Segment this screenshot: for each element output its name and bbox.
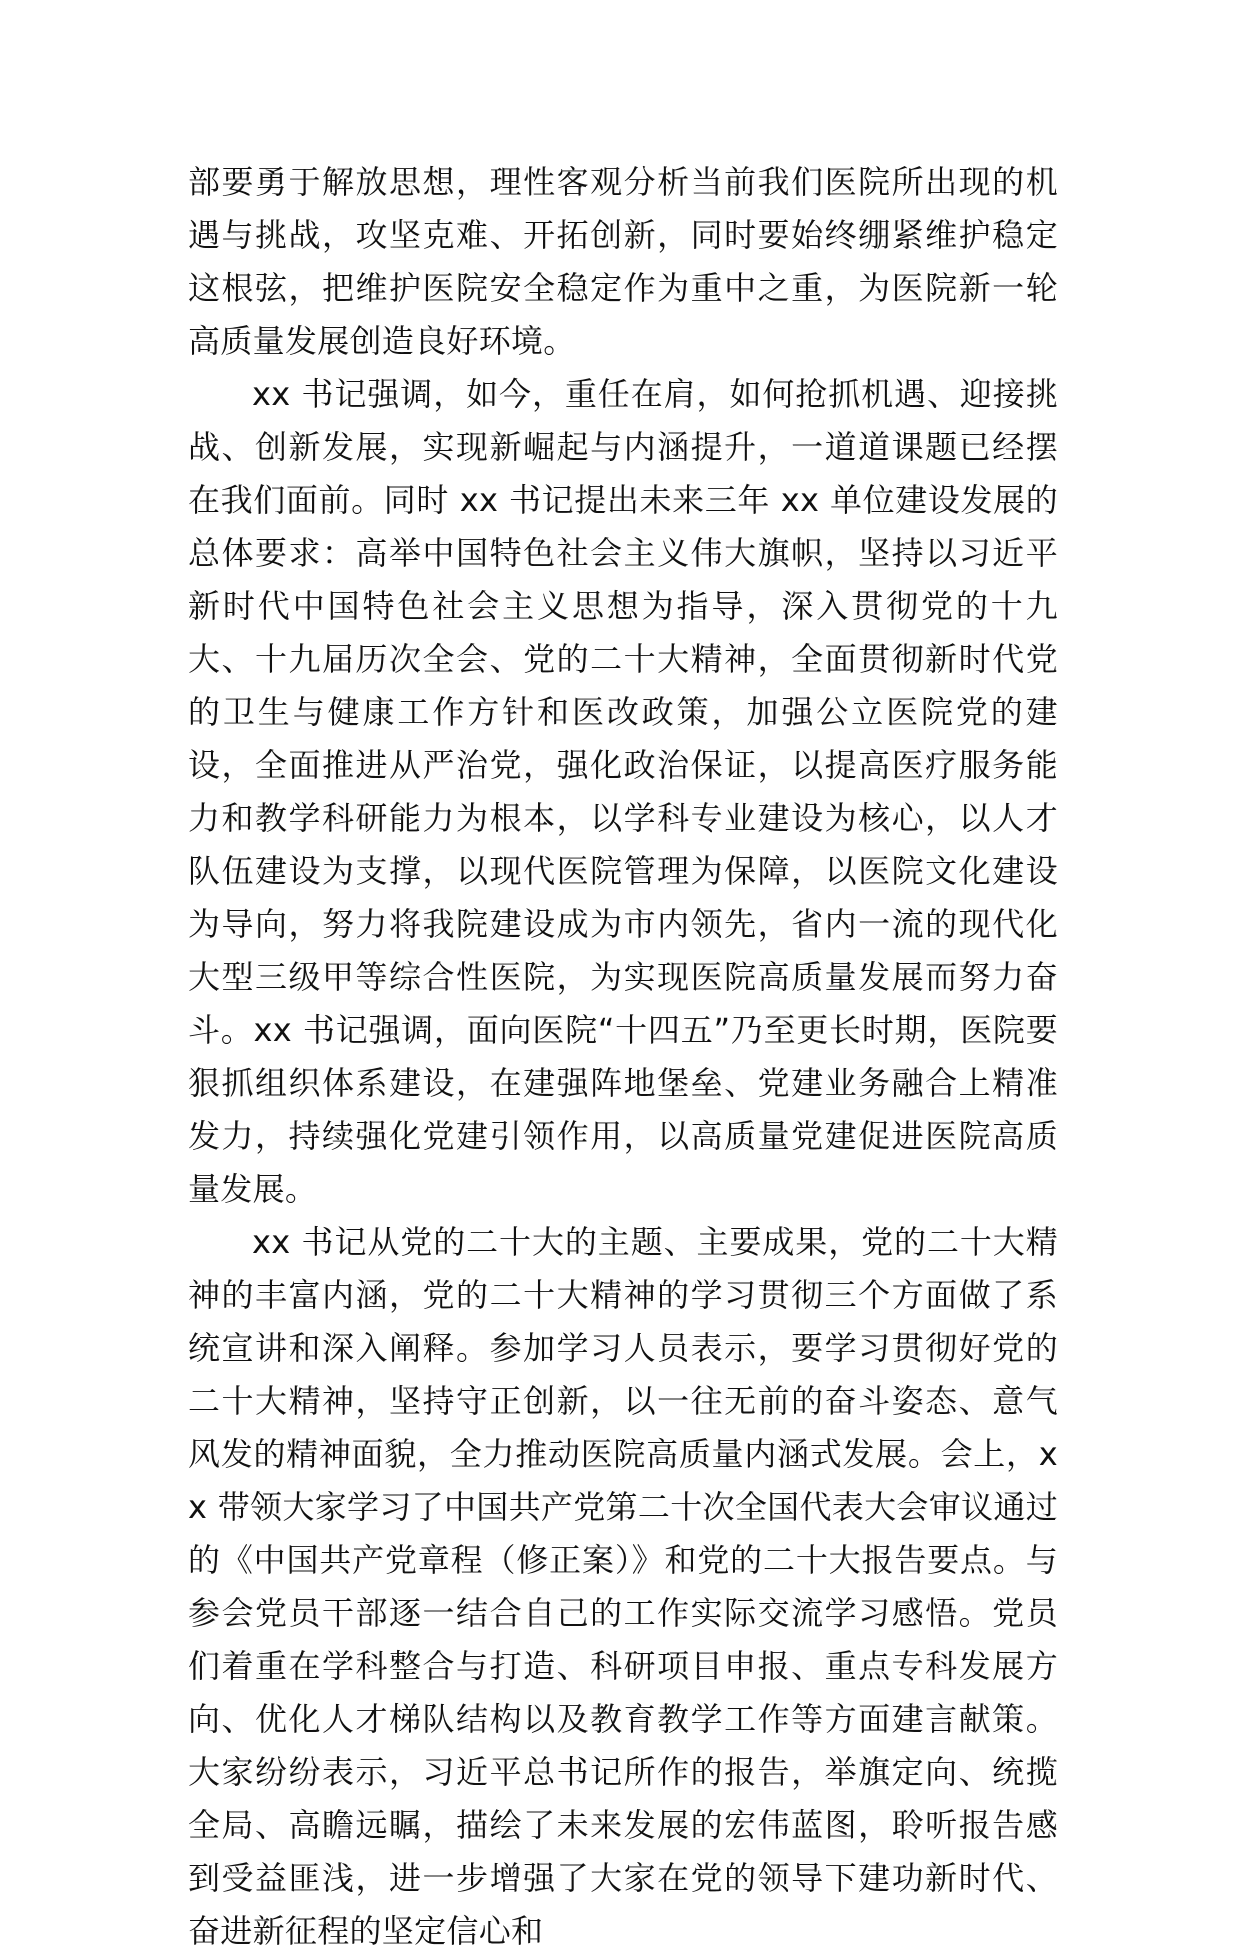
paragraph-secretary-requirements: xx 书记强调，如今，重任在肩，如何抢抓机遇、迎接挑战、创新发展，实现新崛起与内涵提升，一道道课题已经摆在我们面前。同时 xx 书记提出未来三年 xx 单位建设发展的总体要求：高举中国特色社会主义伟大旗帜，坚持以习近平新时代中国特色社会主义思想为指导，深入贯彻党的十九大、十九届历次全会、党的二十大精神，全面贯彻新时代党的卫生与健康工作方针和医改政策，加强公立医院党的建设，全面推进从严治党，强化政治保证，以提高医疗服务能力和教学科研能力为根本，以学科专业建设为核心，以人才队伍建设为支撑，以现代医院管理为保障，以医院文化建设为导向，努力将我院建设成为市内领先，省内一流的现代化大型三级甲等综合性医院，为实现医院高质量发展而努力奋斗。xx 书记强调，面向医院“十四五”乃至更长时期，医院要狠抓组织体系建设，在建强阵地堡垒、党建业务融合上精准发力，持续强化党建引领作用，以高质量党建促进医院高质量发展。 <box>188 375 1058 1208</box>
paragraph-continuation: 部要勇于解放思想，理性客观分析当前我们医院所出现的机遇与挑战，攻坚克难、开拓创新，同时要始终绷紧维护稳定这根弦，把维护医院安全稳定作为重中之重，为医院新一轮高质量发展创造良好环境。 <box>188 163 1058 360</box>
paragraph-study-session: xx 书记从党的二十大的主题、主要成果，党的二十大精神的丰富内涵，党的二十大精神的学习贯彻三个方面做了系统宣讲和深入阐释。参加学习人员表示，要学习贯彻好党的二十大精神，坚持守正创新，以一往无前的奋斗姿态、意气风发的精神面貌，全力推动医院高质量内涵式发展。会上，xx 带领大家学习了中国共产党第二十次全国代表大会审议通过的《中国共产党章程（修正案）》和党的二十大报告要点。与参会党员干部逐一结合自己的工作实际交流学习感悟。党员们着重在学科整合与打造、科研项目申报、重点专科发展方向、优化人才梯队结构以及教育教学工作等方面建言献策。大家纷纷表示，习近平总书记所作的报告，举旗定向、统揽全局、高瞻远瞩，描绘了未来发展的宏伟蓝图，聆听报告感到受益匪浅，进一步增强了大家在党的领导下建功新时代、奋进新征程的坚定信心和 <box>188 1223 1058 1950</box>
document-body <box>188 156 1058 1958</box>
